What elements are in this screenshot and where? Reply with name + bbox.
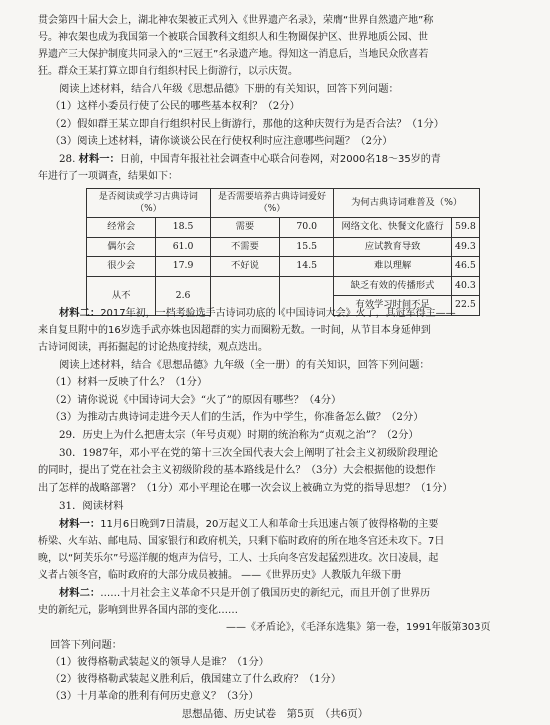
table-cell: 不需要 — [210, 237, 279, 257]
material-line: 界遗产三大保护制度共同录入的“三冠王”名录遗产地。得知这一消息后，当地民众欣喜若 — [38, 49, 429, 60]
table-cell: 不好说 — [210, 257, 279, 277]
q28-material-1-text: 日前，中国青年报社社会调查中心联合问卷网，对2000名18～35岁的青 — [119, 154, 441, 165]
material-line: 晚，以“阿芙乐尔”号巡洋舰的炮声为信号，工人、士兵向冬宫发起猛烈进攻。次日凌晨，起 — [38, 553, 439, 564]
q31-material-2-label: 材料二： — [59, 587, 101, 599]
table-cell: 有效学习时间不足 — [334, 296, 451, 316]
q28-number: 28. — [59, 153, 76, 165]
q31-material-2-text: ……十月社会主义革命不只是开创了俄国历史的新纪元，而且开创了世界历 — [100, 588, 431, 599]
page-footer: 思想品德、历史试卷 第5页 （共6页） — [181, 708, 369, 720]
table-cell: 从不 — [87, 276, 156, 315]
material-source: ——《矛盾论》，《毛泽东选集》第一卷，1991年版第303页 — [226, 622, 491, 633]
table-row — [87, 276, 480, 296]
q31-item-3: （3）十月革命的胜利有何历史意义？（3分） — [50, 690, 259, 702]
q31-material-1-text: 11月6日晚到7日清晨，20万起义工人和革命士兵迅速占领了彼得格勒的主要 — [100, 519, 439, 530]
table-cell: 2.6 — [156, 276, 210, 315]
q31-material-1-label: 材料一： — [59, 518, 101, 530]
table-header-reasons: 为何古典诗词难普及（%） — [334, 189, 480, 218]
q28-item-2: （2）请你说说《中国诗词大会》“火了”的原因有哪些？（4分） — [50, 394, 342, 406]
q28-item-1: （1）材料一反映了什么？（1分） — [50, 376, 208, 388]
table-header-cultivate: 是否需要培养古典诗词爱好（%） — [210, 189, 334, 218]
q31-material-2 — [59, 585, 430, 602]
q28-heading — [59, 151, 441, 168]
q30-line: 出了怎样的战略部署？（1分）邓小平理论在哪一次会议上被确立为党的指导思想？（1分） — [38, 482, 453, 494]
q28-instruction: 阅读上述材料，结合《思想品德》九年级（全一册）的有关知识，回答下列问题： — [59, 359, 430, 371]
table-cell: 17.9 — [156, 257, 210, 277]
q31-instruction: 回答下列问题： — [50, 639, 123, 651]
q28-material-2-label: 材料二： — [59, 307, 101, 319]
table-row — [87, 257, 480, 277]
material-line: 史的新纪元，影响到世界各国内部的变化…… — [38, 605, 238, 616]
table-cell: 70.0 — [280, 218, 334, 238]
q28-material-1-text-cont: 年进行了一项调查，结果如下： — [38, 171, 178, 182]
table-cell: 缺乏有效的传播形式 — [334, 276, 451, 296]
table-cell: 59.8 — [451, 218, 479, 238]
q29-question: 29．历史上为什么把唐太宗（年号贞观）时期的统治称为“贞观之治”？（2分） — [59, 429, 419, 441]
q31-title: 31．阅读材料 — [59, 500, 124, 512]
material-line: 狂。群众王某打算立即自行组织村民上街游行，以示庆贺。 — [38, 66, 298, 77]
q30-line: 30．1987年，邓小平在党的第十三次全国代表大会上阐明了社会主义初级阶段理论 — [59, 447, 439, 459]
table-header-row — [87, 189, 480, 218]
table-cell: 偶尔会 — [87, 237, 156, 257]
q31-material-1 — [59, 516, 438, 533]
q31-item-1: （1）彼得格勒武装起义的领导人是谁？（1分） — [50, 656, 270, 668]
survey-table — [86, 188, 480, 316]
table-cell: 应试教育导致 — [334, 237, 451, 257]
table-cell: 46.5 — [451, 257, 479, 277]
q31-item-2: （2）彼得格勒武装起义胜利后，俄国建立了什么政府？（1分） — [50, 673, 342, 685]
table-cell: 18.5 — [156, 218, 210, 238]
table-cell: 22.5 — [451, 296, 479, 316]
table-cell: 14.5 — [280, 257, 334, 277]
q27-instruction: 阅读上述材料，结合八年级《思想品德》下册的有关知识，回答下列问题： — [59, 83, 399, 95]
q28-material-2-text: 2017年初，一档考验选手古诗词功底的《中国诗词大会》火了，其冠军得主—— — [100, 308, 456, 319]
table-cell: 15.5 — [280, 237, 334, 257]
table-cell: 49.3 — [451, 237, 479, 257]
table-row — [87, 237, 480, 257]
q28-material-2 — [59, 305, 456, 322]
table-header-reading: 是否阅读或学习古典诗词（%） — [87, 189, 211, 218]
q27-item-1: （1）这样小委员行使了公民的哪些基本权利？（2分） — [50, 100, 300, 112]
material-line: 义者占领冬宫，临时政府的大部分成员被捕。 ——《世界历史》人教版九年级下册 — [38, 570, 402, 581]
material-line: 古诗词阅读，再拓掘起的讨论热度持续，观点迭出。 — [38, 342, 268, 353]
table-cell: 40.3 — [451, 276, 479, 296]
table-cell: 经常会 — [87, 218, 156, 238]
table-row — [87, 218, 480, 238]
table-cell: 需要 — [210, 218, 279, 238]
table-cell: 很少会 — [87, 257, 156, 277]
table-cell: 61.0 — [156, 237, 210, 257]
q30-line: 的同时，提出了党在社会主义初级阶段的基本路线是什么？（3分）大会根据他的设想作 — [38, 464, 436, 476]
q28-item-3: （3）为推动古典诗词走进今天人们的生活，作为中学生，你准备怎么做？（2分） — [50, 411, 424, 423]
table-cell: 网络文化、快餐文化盛行 — [334, 218, 451, 238]
q27-item-3: （3）阅读上述材料，请你谈谈公民在行使权利时应注意哪些问题？（2分） — [50, 135, 393, 147]
table-cell: 难以理解 — [334, 257, 451, 277]
material-line: 贯会第四十届大会上，湖北神农架被正式列入《世界遗产名录》，荣膺“世界自然遗产地”称 — [38, 15, 434, 26]
material-line: 号。神农架也成为我国第一个被联合国教科文组织人和生物圈保护区、世界地质公园、世 — [38, 32, 428, 43]
material-line: 来自复旦附中的16岁选手武亦姝也因超群的实力而圈粉无数。一时间，从节目本身延伸到 — [38, 325, 431, 336]
q27-item-2: （2）假如群王某立即自行组织村民上街游行，那他的这种庆贺行为是否合法？（1分） — [50, 118, 445, 130]
q28-material-1-label: 材料一： — [78, 153, 120, 165]
material-line: 桥梁、火车站、邮电局、国家银行和政府机关，只剩下临时政府的所在地冬宫还未攻下。7日 — [38, 536, 445, 547]
